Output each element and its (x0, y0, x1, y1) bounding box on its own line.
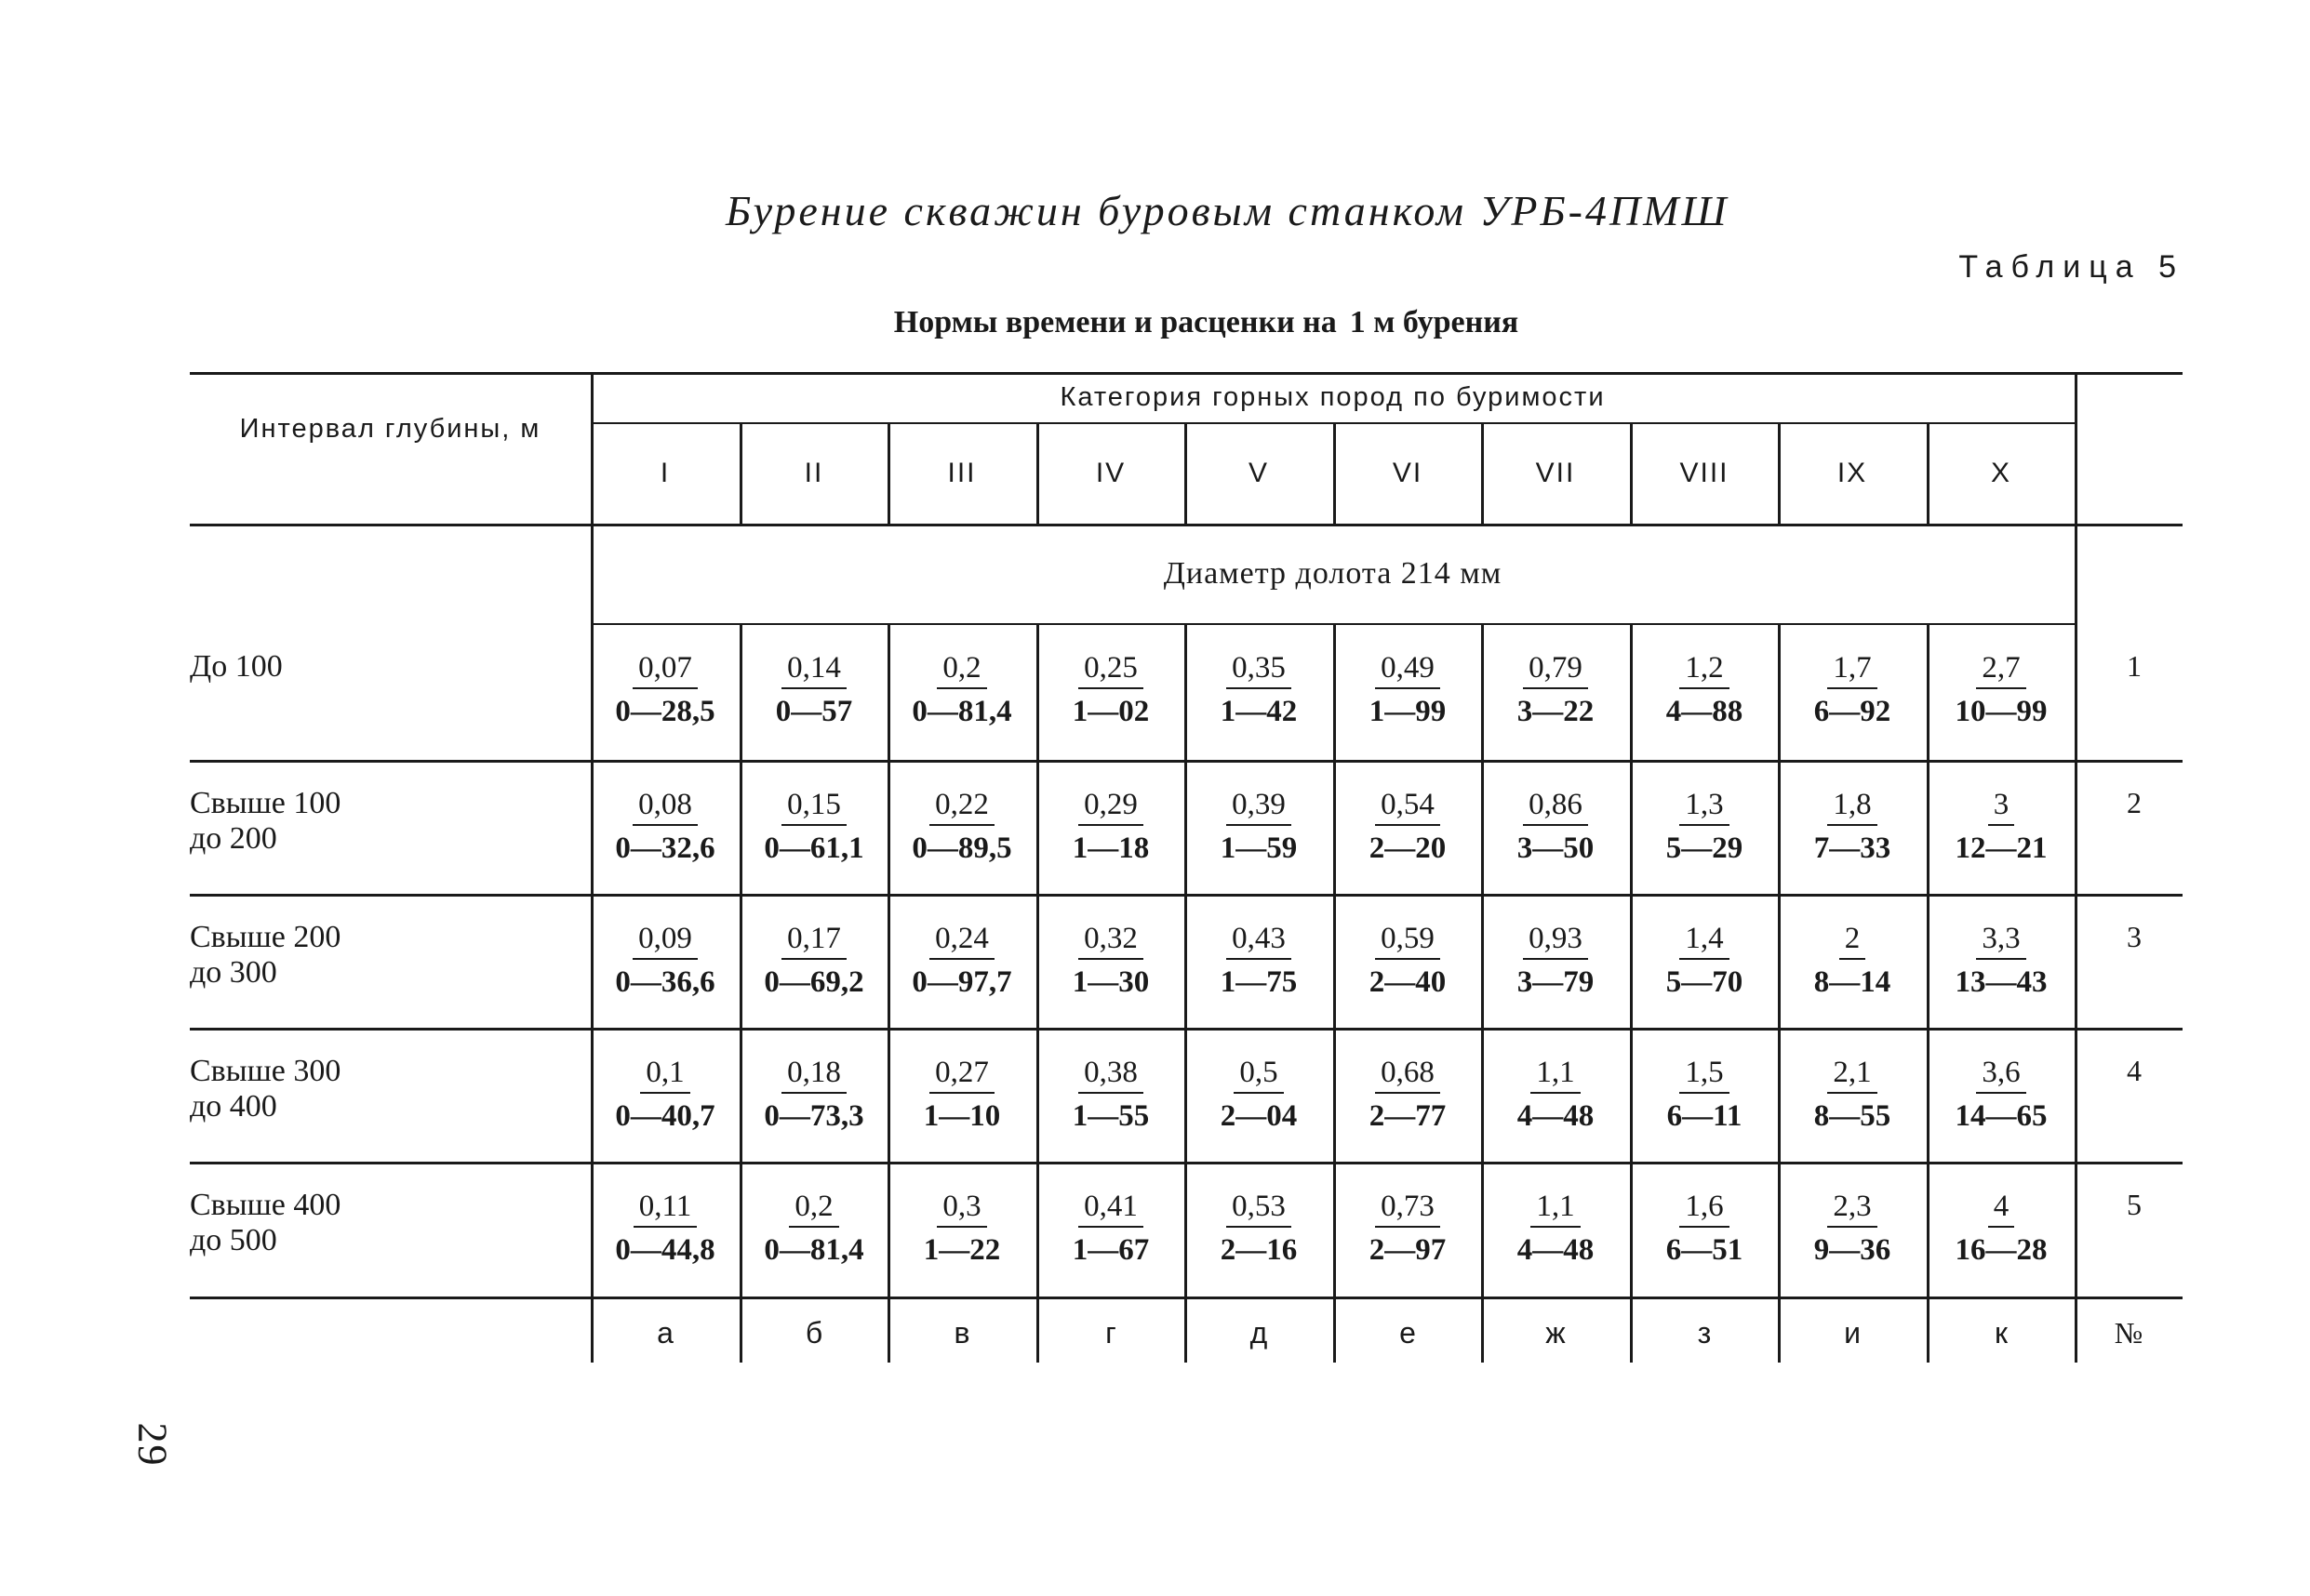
rate-price: 5—29 (1665, 831, 1743, 865)
rate-price: 3—79 (1516, 965, 1595, 999)
rate-price: 3—50 (1516, 831, 1595, 865)
norm-cell (888, 651, 1036, 728)
rate-price: 1—59 (1220, 831, 1298, 865)
norm-cell (1927, 1190, 2076, 1267)
rate-price: 16—28 (1955, 1233, 2048, 1267)
norm-cell (1184, 651, 1333, 728)
norm-cell (1927, 651, 2076, 728)
norm-cell (1778, 1056, 1927, 1133)
time-norm: 0,93 (1523, 922, 1588, 960)
time-norm: 1,2 (1679, 651, 1729, 689)
norm-cell (1481, 1190, 1630, 1267)
norm-cell (591, 922, 740, 999)
time-norm: 0,38 (1078, 1056, 1143, 1094)
time-norm: 1,7 (1827, 651, 1876, 689)
category-8-header: VIII (1679, 457, 1729, 488)
depth-interval-label (190, 786, 340, 857)
norm-cell (1036, 788, 1185, 865)
norm-cell (1184, 1056, 1333, 1133)
rate-price: 12—21 (1955, 831, 2048, 865)
column-letter: в (954, 1316, 970, 1350)
time-norm: 0,68 (1375, 1056, 1440, 1094)
norm-cell (1481, 922, 1630, 999)
time-norm: 1,1 (1530, 1190, 1580, 1228)
number-sign: № (2114, 1316, 2143, 1350)
depth-interval-label (190, 649, 283, 685)
depth-interval-line: до 500 (190, 1223, 277, 1257)
column-letter: д (1249, 1316, 1268, 1350)
rate-price: 1—75 (1220, 965, 1298, 999)
time-norm: 0,5 (1234, 1056, 1283, 1094)
time-norm: 0,59 (1375, 922, 1440, 960)
time-norm: 0,3 (937, 1190, 986, 1228)
rate-price: 0—81,4 (764, 1233, 864, 1267)
norm-cell (1333, 788, 1482, 865)
depth-interval-line: до 300 (190, 955, 277, 990)
time-norm: 3,3 (1976, 922, 2025, 960)
rate-price: 2—04 (1220, 1099, 1298, 1133)
row-number: 4 (2127, 1054, 2142, 1087)
time-norm: 1,8 (1827, 788, 1876, 826)
norm-cell (1184, 922, 1333, 999)
norm-cell (740, 651, 888, 728)
time-norm: 1,1 (1530, 1056, 1580, 1094)
table-label: Таблица 5 (1958, 249, 2184, 285)
time-norm: 0,25 (1078, 651, 1143, 689)
time-norm: 0,07 (633, 651, 698, 689)
rate-price: 7—33 (1813, 831, 1891, 865)
time-norm: 0,29 (1078, 788, 1143, 826)
rate-price: 4—88 (1665, 695, 1743, 728)
row-number: 1 (2127, 649, 2142, 683)
norm-cell (1036, 922, 1185, 999)
rate-price: 0—57 (775, 695, 853, 728)
norm-cell (888, 1190, 1036, 1267)
depth-interval-label (190, 920, 340, 991)
norm-cell (1778, 1190, 1927, 1267)
rate-price: 4—48 (1516, 1099, 1595, 1133)
rate-price: 2—40 (1369, 965, 1447, 999)
column-letter: и (1844, 1316, 1861, 1350)
rate-price: 0—28,5 (615, 695, 715, 728)
row-number: 5 (2127, 1188, 2142, 1221)
norm-cell (1927, 788, 2076, 865)
rate-price: 0—97,7 (912, 965, 1012, 999)
category-1-header: I (660, 457, 671, 488)
norm-cell (1184, 1190, 1333, 1267)
time-norm: 2,7 (1976, 651, 2025, 689)
norm-cell (591, 788, 740, 865)
time-norm: 0,86 (1523, 788, 1588, 826)
rate-price: 2—77 (1369, 1099, 1447, 1133)
time-norm: 1,6 (1679, 1190, 1729, 1228)
norm-cell (1778, 651, 1927, 728)
time-norm: 2,1 (1827, 1056, 1876, 1094)
category-7-header: VII (1535, 457, 1576, 488)
column-letter: з (1697, 1316, 1712, 1350)
norm-cell (740, 788, 888, 865)
norm-cell (1778, 922, 1927, 999)
depth-interval-line: До 100 (190, 649, 283, 684)
norm-cell (1630, 922, 1779, 999)
rate-price: 6—51 (1665, 1233, 1743, 1267)
rate-price: 1—67 (1072, 1233, 1150, 1267)
rate-price: 0—44,8 (615, 1233, 715, 1267)
norm-cell (740, 1190, 888, 1267)
norm-cell (1333, 1190, 1482, 1267)
rate-price: 0—73,3 (764, 1099, 864, 1133)
depth-interval-header: Интервал глубины, м (239, 414, 541, 444)
norm-cell (1630, 788, 1779, 865)
time-norm: 0,35 (1226, 651, 1291, 689)
norm-cell (1184, 788, 1333, 865)
depth-interval-line: Свыше 400 (190, 1188, 341, 1222)
norm-cell (1333, 922, 1482, 999)
bit-diameter-label: Диаметр долота 214 мм (1163, 555, 1502, 591)
norm-cell (1333, 651, 1482, 728)
column-letter: ж (1545, 1316, 1566, 1350)
category-4-header: IV (1095, 457, 1127, 488)
time-norm: 2 (1839, 922, 1866, 960)
rate-price: 13—43 (1955, 965, 2048, 999)
rate-price: 2—20 (1369, 831, 1447, 865)
category-2-header: II (804, 457, 824, 488)
time-norm: 0,14 (781, 651, 847, 689)
norm-cell (888, 788, 1036, 865)
norm-cell (591, 1190, 740, 1267)
time-norm: 3,6 (1976, 1056, 2025, 1094)
time-norm: 0,41 (1078, 1190, 1143, 1228)
time-norm: 1,4 (1679, 922, 1729, 960)
norm-cell (1927, 922, 2076, 999)
depth-interval-label (190, 1188, 340, 1258)
rate-price: 5—70 (1665, 965, 1743, 999)
column-letter: к (1995, 1316, 2008, 1350)
time-norm: 0,73 (1375, 1190, 1440, 1228)
norm-cell (888, 1056, 1036, 1133)
row-number: 3 (2127, 920, 2142, 953)
rate-price: 6—11 (1666, 1099, 1743, 1133)
table-caption (0, 305, 2310, 340)
time-norm: 2,3 (1827, 1190, 1876, 1228)
rate-price: 6—92 (1813, 695, 1891, 728)
row-number: 2 (2127, 786, 2142, 819)
time-norm: 0,79 (1523, 651, 1588, 689)
time-norm: 0,27 (929, 1056, 995, 1094)
norm-cell (1778, 788, 1927, 865)
rate-price: 0—40,7 (615, 1099, 715, 1133)
category-5-header: V (1248, 457, 1269, 488)
rate-price: 0—69,2 (764, 965, 864, 999)
time-norm: 0,2 (789, 1190, 838, 1228)
page-heading: Бурение скважин буровым станком УРБ-4ПМШ (726, 187, 1729, 234)
time-norm: 0,24 (929, 922, 995, 960)
norm-cell (1036, 1056, 1185, 1133)
rate-price: 1—18 (1072, 831, 1150, 865)
time-norm: 3 (1988, 788, 2015, 826)
rate-price: 0—36,6 (615, 965, 715, 999)
depth-interval-line: Свыше 200 (190, 920, 341, 954)
column-letter: б (805, 1316, 823, 1350)
rate-price: 10—99 (1955, 695, 2048, 728)
time-norm: 0,53 (1226, 1190, 1291, 1228)
rate-price: 1—10 (923, 1099, 1001, 1133)
norm-cell (591, 1056, 740, 1133)
rate-price: 4—48 (1516, 1233, 1595, 1267)
time-norm: 4 (1988, 1190, 2015, 1228)
norm-cell (1630, 1190, 1779, 1267)
time-norm: 0,1 (640, 1056, 689, 1094)
depth-interval-line: Свыше 100 (190, 786, 341, 820)
rate-price: 8—55 (1813, 1099, 1891, 1133)
time-norm: 0,32 (1078, 922, 1143, 960)
norm-cell (1630, 1056, 1779, 1133)
depth-interval-line: до 200 (190, 821, 277, 856)
depth-interval-line: до 400 (190, 1089, 277, 1124)
rate-price: 1—42 (1220, 695, 1298, 728)
rate-price: 2—97 (1369, 1233, 1447, 1267)
column-letter: г (1105, 1316, 1116, 1350)
time-norm: 0,11 (634, 1190, 698, 1228)
norm-cell (1630, 651, 1779, 728)
rate-price: 1—22 (923, 1233, 1001, 1267)
norm-cell (591, 651, 740, 728)
caption-part-2: 1 м бурения (1349, 305, 1519, 339)
page-number: 29 (129, 1422, 176, 1468)
category-9-header: IX (1836, 457, 1868, 488)
time-norm: 0,08 (633, 788, 698, 826)
rate-price: 1—02 (1072, 695, 1150, 728)
time-norm: 1,5 (1679, 1056, 1729, 1094)
rate-price: 0—61,1 (764, 831, 864, 865)
caption-part-1: Нормы времени и расценки на (893, 305, 1337, 339)
norm-cell (1927, 1056, 2076, 1133)
rate-price: 1—30 (1072, 965, 1150, 999)
column-letter: е (1399, 1316, 1416, 1350)
norm-cell (740, 1056, 888, 1133)
time-norm: 0,54 (1375, 788, 1440, 826)
norm-cell (1333, 1056, 1482, 1133)
norm-cell (1481, 1056, 1630, 1133)
time-norm: 0,2 (937, 651, 986, 689)
category-6-header: VI (1392, 457, 1423, 488)
norm-cell (1036, 651, 1185, 728)
rate-price: 14—65 (1955, 1099, 2048, 1133)
time-norm: 0,18 (781, 1056, 847, 1094)
column-letter: а (657, 1316, 674, 1350)
rate-price: 8—14 (1813, 965, 1891, 999)
rate-price: 1—55 (1072, 1099, 1150, 1133)
rate-price: 2—16 (1220, 1233, 1298, 1267)
time-norm: 0,39 (1226, 788, 1291, 826)
norm-cell (1036, 1190, 1185, 1267)
time-norm: 1,3 (1679, 788, 1729, 826)
time-norm: 0,17 (781, 922, 847, 960)
rate-price: 9—36 (1813, 1233, 1891, 1267)
rate-price: 0—32,6 (615, 831, 715, 865)
rate-price: 0—81,4 (912, 695, 1012, 728)
time-norm: 0,22 (929, 788, 995, 826)
time-norm: 0,49 (1375, 651, 1440, 689)
rate-price: 1—99 (1369, 695, 1447, 728)
rate-price: 3—22 (1516, 695, 1595, 728)
rate-price: 0—89,5 (912, 831, 1012, 865)
norm-cell (740, 922, 888, 999)
norm-cell (888, 922, 1036, 999)
time-norm: 0,09 (633, 922, 698, 960)
depth-interval-label (190, 1054, 340, 1124)
category-3-header: III (947, 457, 977, 488)
norm-cell (1481, 788, 1630, 865)
time-norm: 0,43 (1226, 922, 1291, 960)
category-10-header: X (1990, 457, 2011, 488)
norm-cell (1481, 651, 1630, 728)
depth-interval-line: Свыше 300 (190, 1054, 341, 1088)
rock-category-header: Категория горных пород по буримости (1060, 381, 1606, 412)
time-norm: 0,15 (781, 788, 847, 826)
